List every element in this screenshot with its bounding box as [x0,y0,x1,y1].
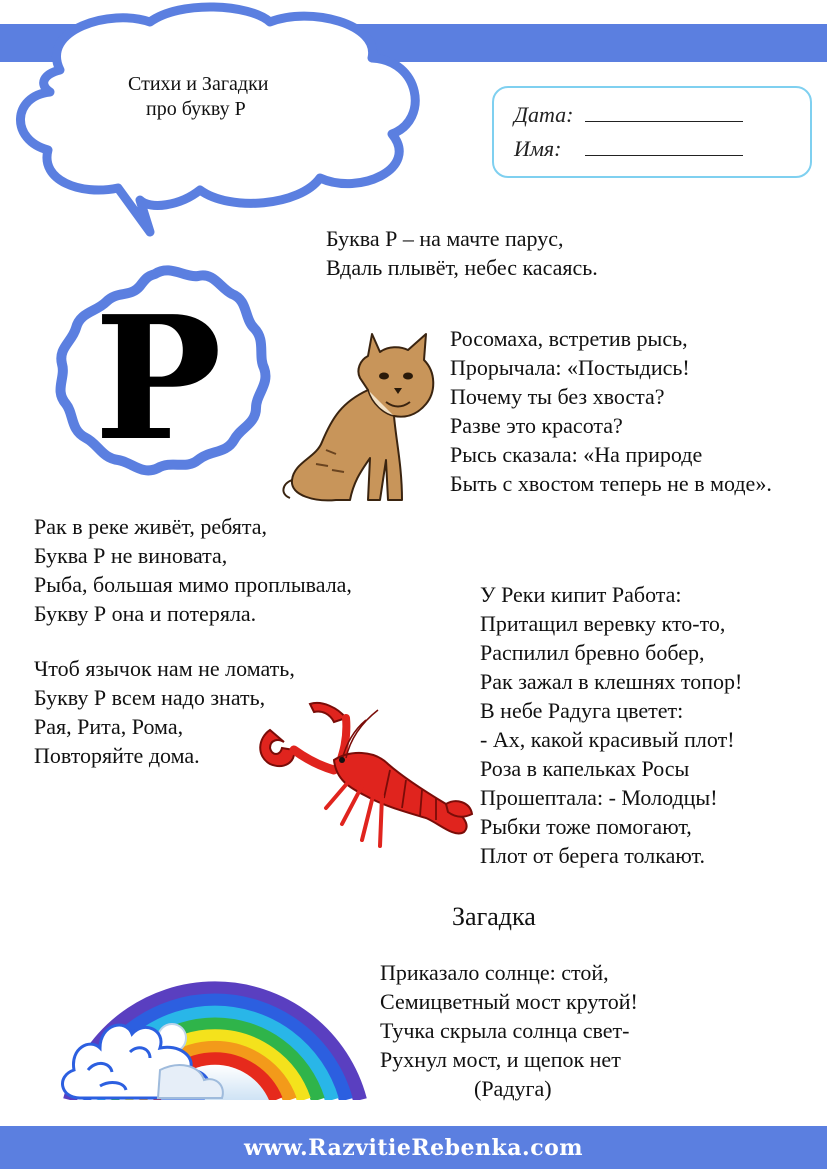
verse-line: Буква Р – на мачте парус, [326,226,564,251]
verse-lynx [450,324,772,498]
verse-line: - Ах, какой красивый плот! [480,727,735,752]
footer-bar [0,1126,827,1169]
name-field[interactable] [585,138,743,156]
date-field[interactable] [585,104,743,122]
verse-line: Вдаль плывёт, небес касаясь. [326,255,598,280]
verse-line: Прорычала: «Постыдись! [450,355,690,380]
verse-line: Роза в капельках Росы [480,756,690,781]
verse-river [480,580,742,870]
crayfish-illustration [250,700,476,850]
riddle-line: Рухнул мост, и щепок нет [380,1047,621,1072]
big-letter: Р [94,279,222,479]
title-line-2: про букву Р [146,98,246,120]
verse-line: Росомаха, встретив рысь, [450,326,688,351]
verse-line: Плот от берега толкают. [480,843,705,868]
verse-line: Рыба, большая мимо проплывала, [34,572,352,597]
verse-line: Разве это красота? [450,413,623,438]
verse-line: Прошептала: - Молодцы! [480,785,718,810]
riddle-line: Приказало солнце: стой, [380,960,609,985]
verse-line: Быть с хвостом теперь не в моде». [450,471,772,496]
name-row [514,136,743,162]
name-label: Имя: [514,136,562,161]
verse-line: Рысь сказала: «На природе [450,442,703,467]
verse-line: Распилил бревно бобер, [480,640,705,665]
riddle-line: Семицветный мост крутой! [380,989,638,1014]
page-title [110,72,360,122]
verse-line: Рая, Рита, Рома, [34,714,184,739]
verse-line: Рак зажал в клешнях топор! [480,669,743,694]
riddle-answer: (Радуга) [474,1076,552,1101]
verse-line: Чтоб язычок нам не ломать, [34,656,295,681]
rainbow-illustration [40,910,370,1100]
verse-line: Буква Р не виновата, [34,543,228,568]
verse-line: Притащил веревку кто-то, [480,611,726,636]
riddle-line: Тучка скрыла солнца свет- [380,1018,630,1043]
verse-crayfish [34,512,352,628]
verse-line: Букву Р всем надо знать, [34,685,266,710]
verse-line: Рак в реке живёт, ребята, [34,514,268,539]
site-url[interactable]: www.RazvitieRebenka.com [243,1134,584,1161]
verse-sail [326,224,598,282]
verse-line: У Реки кипит Работа: [480,582,682,607]
title-line-1: Стихи и Загадки [128,73,269,95]
riddle-title: Загадка [452,902,536,931]
verse-line: В небе Радуга цветет: [480,698,684,723]
date-label: Дата: [514,102,574,127]
verse-line: Букву Р она и потеряла. [34,601,257,626]
verse-line: Повторяйте дома. [34,743,200,768]
date-name-box [492,86,812,178]
verse-line: Рыбки тоже помогают, [480,814,692,839]
riddle-text [380,958,638,1103]
lynx-illustration [276,330,448,506]
verse-line: Почему ты без хвоста? [450,384,665,409]
date-row [514,102,743,128]
letter-badge [30,262,280,492]
